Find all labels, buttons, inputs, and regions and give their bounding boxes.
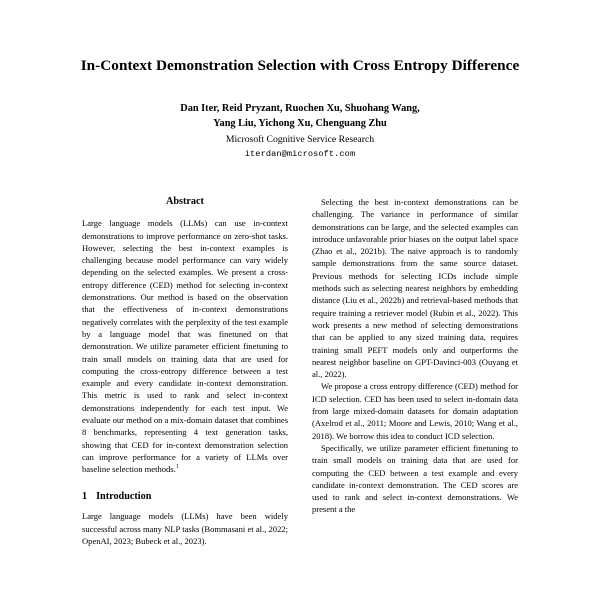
abstract-heading: Abstract [166, 196, 204, 207]
abstract-text: Large language models (LLMs) can use in-context demonstrations to improve performance on zero-shot tasks. However, selecting the best in-context examples is challenging because model performance can vary widely depending on the selected examples. We present a cross-entropy difference (CED) method for selecting in-context demonstrations. Our method is based on the observation that the effectiveness of in-context demonstrations negatively correlates with the perplexity of the test example by a language model that was finetuned on that demonstration. We utilize parameter efficient finetuning to train small models on training data that are used for computing the cross-entropy difference between a test example and every candidate in-context demonstration. This metric is used to rank and select in-context demonstrations independently for each test input. We evaluate our method on a mix-domain dataset that combines 8 benchmarks, representing 4 text generation tasks, showing that CED for in-context demonstration selection can improve performance for a variety of LLMs over baseline selection methods. [82, 218, 288, 475]
paper-header [0, 0, 600, 160]
right-paragraph-1: Selecting the best in-context demonstrations can be challenging. The variance in performance of similar demonstrations can be large, and the selected examples can introduce unfavorable prior biases on the output label space (Zhao et al., 2021b). The naive approach is to randomly sample demonstrations from the same source dataset. Previous methods for selecting ICDs include simple methods such as selecting nearest neighbors by embedding distance (Liu et al., 2022b) and retrieval-based methods that require training a retriever model (Rubin et al., 2022). This work presents a new method of selecting demonstrations that can be applied to any sized training data, requires training small PEFT models only and outperforms the nearest neighbor baseline on GPT-Davinci-003 (Ouyang et al., 2022). [312, 197, 518, 380]
abstract-paragraph [82, 217, 288, 475]
right-paragraph-3: Specifically, we utilize parameter efficient finetuning to train small models on training data that are used for computing the CED between a test example and every candidate in-context demonstration. The CED scores are used to rank and select in-context demonstrations. We present a the [312, 442, 518, 515]
section-title: Introduction [96, 491, 152, 503]
right-column [312, 196, 518, 600]
author-line-2: Yang Liu, Yichong Xu, Chenguang Zhu [213, 117, 387, 129]
two-column-body [82, 196, 518, 600]
footnote-reference: 1 [175, 464, 179, 471]
author-list [0, 102, 600, 131]
right-paragraph-2: We propose a cross entropy difference (CED) method for ICD selection. CED has been used to select in-domain data from large mixed-domain datasets for domain adaptation (Axelrod et al., 2011; Moore and Lewis, 2010; Wang et al., 2018). We borrow this idea to conduct ICD selection. [312, 381, 518, 441]
section-heading-introduction [82, 491, 288, 504]
left-column [82, 196, 288, 600]
introduction-paragraph-1: Large language models (LLMs) have been widely successful across many NLP tasks (Bommasani et al., 2022; OpenAI, 2023; Bubeck et al., 2023). [82, 511, 288, 546]
section-number: 1 [82, 491, 88, 503]
author-line-1: Dan Iter, Reid Pryzant, Ruochen Xu, Shuohang Wang, [180, 103, 420, 114]
page-title: In-Context Demonstration Selection with Cross Entropy Difference [80, 57, 520, 74]
affiliation: Microsoft Cognitive Service Research [225, 134, 375, 146]
contact-email: iterdan@microsoft.com [244, 148, 356, 159]
